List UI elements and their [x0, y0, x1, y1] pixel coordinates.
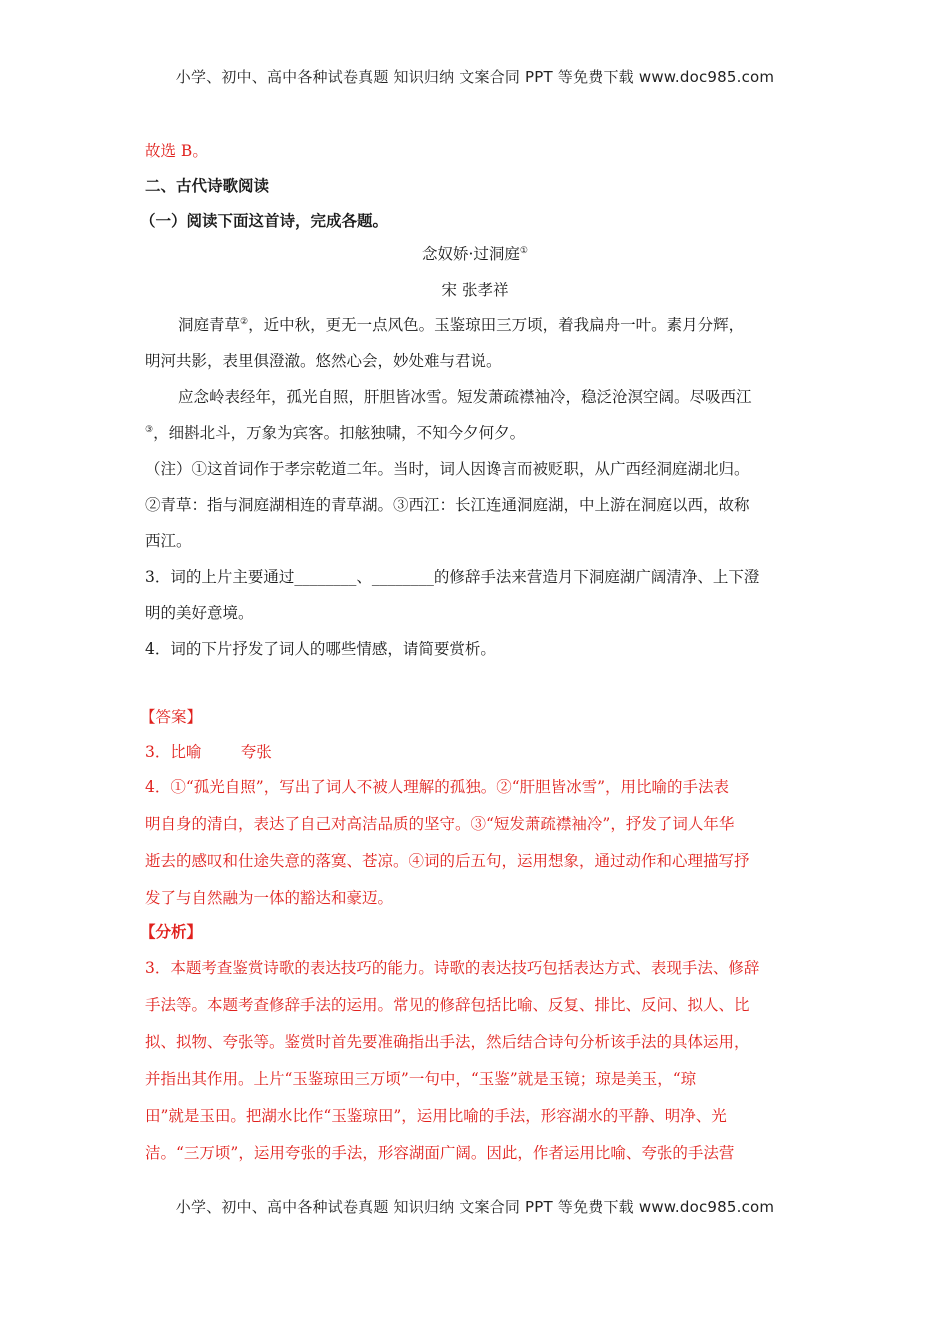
- page-header: 小学、初中、高中各种试卷真题 知识归纳 文案合同 PPT 等免费下载 www.doc985.com: [175, 68, 775, 86]
- poem-title-note: ①: [519, 245, 528, 256]
- poem-text: ，细斟北斗，万象为宾客。扣舷独啸，不知今夕何夕。: [153, 424, 526, 442]
- answer-label: 【答案】: [140, 708, 203, 726]
- question-4: 4．词的下片抒发了词人的哪些情感，请简要赏析。: [145, 640, 496, 658]
- analysis-line-2: 手法等。本题考查修辞手法的运用。常见的修辞包括比喻、反复、排比、反问、拟人、比: [145, 996, 750, 1014]
- poem-title: [0, 242, 950, 264]
- poem-text: ，近中秋，更无一点风色。玉鉴琼田三万顷，着我扁舟一叶。素月分辉，: [248, 316, 745, 334]
- answer-4-line-3: 逝去的感叹和仕途失意的落寞、苍凉。④词的后五句，运用想象，通过动作和心理描写抒: [145, 852, 750, 870]
- poem-paragraph-2-line-1: 应念岭表经年，孤光自照，肝胆皆冰雪。短发萧疏襟袖冷，稳泛沧溟空阔。尽吸西江: [178, 388, 752, 406]
- previous-answer: 故选 B。: [145, 142, 208, 160]
- analysis-line-1: 3．本题考查鉴赏诗歌的表达技巧的能力。诗歌的表达技巧包括表达方式、表现手法、修辞: [145, 959, 760, 977]
- poem-paragraph-1-line-1: [178, 313, 815, 335]
- analysis-line-3: 拟、拟物、夸张等。鉴赏时首先要准确指出手法，然后结合诗句分析该手法的具体运用，: [145, 1033, 750, 1051]
- answer-4-line-4: 发了与自然融为一体的豁达和豪迈。: [145, 889, 394, 907]
- answer-4-line-2: 明自身的清白，表达了自己对高洁品质的坚守。③“短发萧疏襟袖冷”，抒发了词人年华: [145, 815, 735, 833]
- analysis-line-6: 洁。“三万顷”，运用夸张的手法，形容湖面广阔。因此，作者运用比喻、夸张的手法营: [145, 1144, 735, 1162]
- poem-paragraph-1-line-2: 明河共影，表里俱澄澈。悠然心会，妙处难与君说。: [145, 352, 502, 370]
- answer-3: 3．比喻 夸张: [145, 743, 272, 761]
- analysis-line-4: 并指出其作用。上片“玉鉴琼田三万顷”一句中，“玉鉴”就是玉镜；琼是美玉，“琼: [145, 1070, 697, 1088]
- poem-paragraph-2-line-2: [145, 421, 815, 443]
- analysis-label: 【分析】: [140, 923, 203, 941]
- page-footer: 小学、初中、高中各种试卷真题 知识归纳 文案合同 PPT 等免费下载 www.doc985.com: [175, 1198, 775, 1216]
- notes-line-2: ②青草：指与洞庭湖相连的青草湖。③西江：长江连通洞庭湖，中上游在洞庭以西，故称: [145, 496, 750, 514]
- subsection-title: （一）阅读下面这首诗，完成各题。: [140, 212, 389, 230]
- poem-author: 宋 张孝祥: [441, 281, 509, 299]
- poem-note-mark: ③: [145, 424, 154, 435]
- notes-line-3: 西江。: [145, 532, 192, 550]
- section-title: 二、古代诗歌阅读: [145, 177, 270, 195]
- poem-note-mark: ②: [240, 316, 249, 327]
- analysis-line-5: 田”就是玉田。把湖水比作“玉鉴琼田”，运用比喻的手法，形容湖水的平静、明净、光: [145, 1107, 727, 1125]
- poem-text: 洞庭青草: [178, 316, 241, 334]
- question-3-line-2: 明的美好意境。: [145, 604, 254, 622]
- notes-line-1: （注）①这首词作于孝宗乾道二年。当时，词人因谗言而被贬职，从广西经洞庭湖北归。: [145, 460, 750, 478]
- answer-4-line-1: 4．①“孤光自照”，写出了词人不被人理解的孤独。②“肝胆皆冰雪”，用比喻的手法表: [145, 778, 730, 796]
- poem-title-text: 念奴娇·过洞庭: [421, 245, 520, 263]
- question-3-line-1: 3．词的上片主要通过________、________的修辞手法来营造月下洞庭湖广阔清净、上下澄: [145, 568, 760, 586]
